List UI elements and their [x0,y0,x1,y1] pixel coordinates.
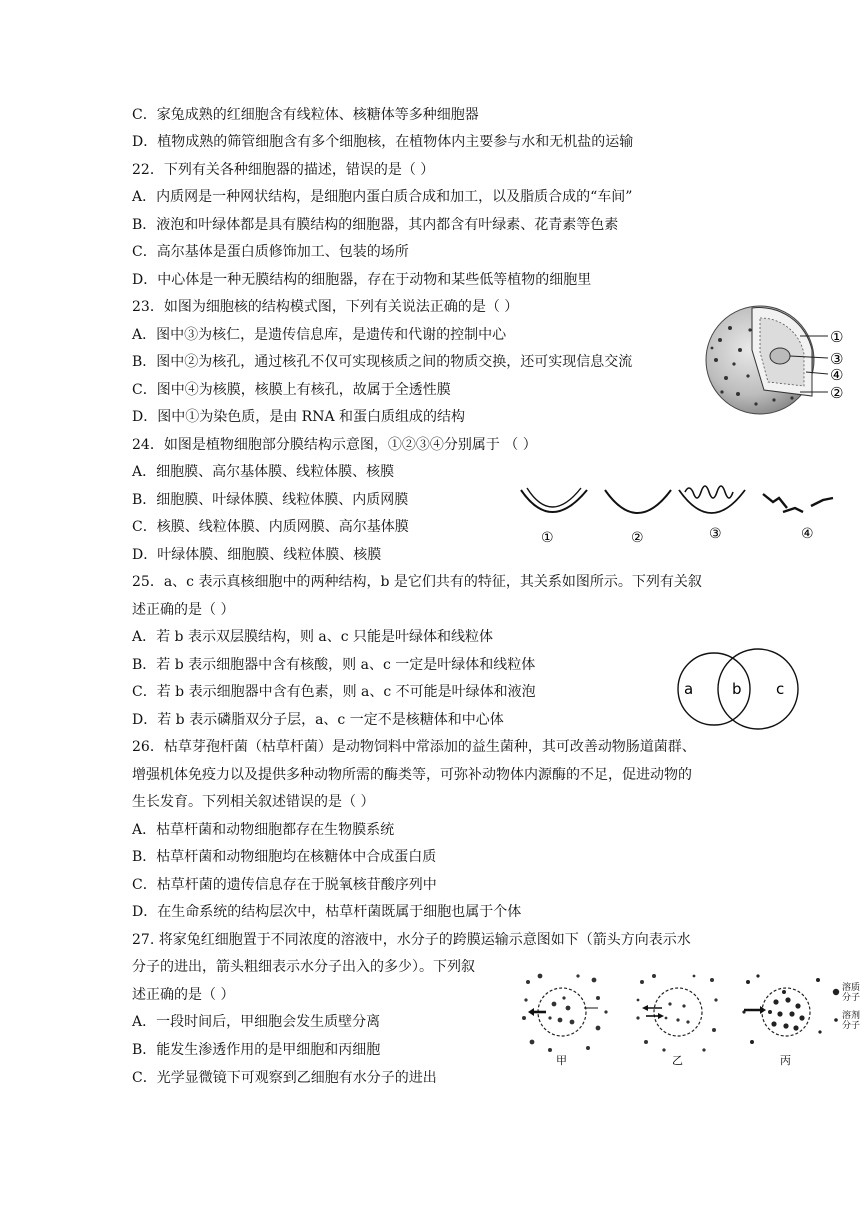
membrane-diagram [515,482,845,548]
fig24-label-4: ④ [801,526,814,542]
text-line: A．枯草杆菌和动物细胞都存在生物膜系统 [132,822,395,838]
text-line: C．核膜、线粒体膜、内质网膜、高尔基体膜 [132,519,409,535]
text-line: B．枯草杆菌和动物细胞均在核糖体中合成蛋白质 [132,849,437,865]
text-line: D．植物成熟的筛管细胞含有多个细胞核，在植物体内主要参与水和无机盐的运输 [132,134,634,150]
venn-diagram [672,648,822,732]
fig24-label-2: ② [631,530,644,546]
legend-solvent-2: 分子 [842,1021,860,1031]
text-line: 述正确的是（ ） [132,602,235,618]
cell-label-jia: 甲 [556,1054,567,1067]
text-line: B．若 b 表示细胞器中含有核酸，则 a、c 一定是叶绿体和线粒体 [132,657,536,673]
cell-label-yi: 乙 [672,1054,683,1067]
text-line: D．若 b 表示磷脂双分子层，a、c 一定不是核糖体和中心体 [132,712,504,728]
fig24-label-1: ① [541,530,554,546]
text-line: 述正确的是（ ） [132,987,235,1003]
fig24-label-3: ③ [709,526,722,542]
nucleus-diagram [700,300,860,420]
text-line: A．一段时间后，甲细胞会发生质壁分离 [132,1014,381,1030]
text-line: C．图中④为核膜，核膜上有核孔，故属于全透性膜 [132,382,451,398]
text-line: A．图中③为核仁，是遗传信息库，是遗传和代谢的控制中心 [132,327,507,343]
venn-circle-right [718,649,798,729]
venn-label-a: a [684,680,694,698]
text-line: 22．下列有关各种细胞器的描述，错误的是（ ） [132,162,435,178]
text-line: B．液泡和叶绿体都是具有膜结构的细胞器，其内都含有叶绿素、花青素等色素 [132,217,619,233]
text-line: 生长发育。下列相关叙述错误的是（ ） [132,794,375,810]
legend-solute-2: 分子 [842,993,860,1003]
text-line: 24．如图是植物细胞部分膜结构示意图，①②③④分别属于 （ ） [132,437,537,453]
nucleolus [770,348,790,364]
text-line: B．图中②为核孔，通过核孔不仅可实现核质之间的物质交换，还可实现信息交流 [132,354,633,370]
text-line: 27. 将家兔红细胞置于不同浓度的溶液中，水分子的跨膜运输示意图如下（箭头方向表示水 [132,932,691,948]
text-line: A．若 b 表示双层膜结构，则 a、c 只能是叶绿体和线粒体 [132,629,494,645]
text-line: D．中心体是一种无膜结构的细胞器，存在于动物和某些低等植物的细胞里 [132,272,592,288]
fig23-label-1: ① [830,328,844,346]
text-line: 25．a、c 表示真核细胞中的两种结构，b 是它们共有的特征，其关系如图所示。下列有关叙 [132,574,702,590]
osmosis-diagram [518,968,860,1068]
legend-solute-1: 溶质 [842,983,860,993]
text-line: C．高尔基体是蛋白质修饰加工、包装的场所 [132,244,409,260]
legend-solvent-1: 溶剂 [842,1011,860,1021]
text-line: 26．枯草芽孢杆菌（枯草杆菌）是动物饲料中常添加的益生菌种，其可改善动物肠道菌群、 [132,739,696,755]
text-line: D．叶绿体膜、细胞膜、线粒体膜、核膜 [132,547,382,563]
fig23-label-4: ④ [830,366,844,384]
fig23-label-3: ③ [830,350,844,368]
text-line: A．细胞膜、高尔基体膜、线粒体膜、核膜 [132,464,395,480]
text-line: 分子的进出，箭头粗细表示水分子出入的多少）。下列叙 [132,959,475,975]
venn-label-b: b [732,680,742,698]
text-line: B．能发生渗透作用的是甲细胞和丙细胞 [132,1042,381,1058]
text-line: C．枯草杆菌的遗传信息存在于脱氧核苷酸序列中 [132,877,437,893]
fig23-label-2: ② [830,384,844,402]
text-line: 增强机体免疫力以及提供多种动物所需的酶类等，可弥补动物体内源酶的不足，促进动物的 [132,767,692,783]
text-line: B．细胞膜、叶绿体膜、线粒体膜、内质网膜 [132,492,409,508]
cell-label-bing: 丙 [780,1054,791,1067]
text-line: C．若 b 表示细胞器中含有色素，则 a、c 不可能是叶绿体和液泡 [132,684,536,700]
text-line: D．图中①为染色质，是由 RNA 和蛋白质组成的结构 [132,409,466,425]
text-line: 23．如图为细胞核的结构模式图，下列有关说法正确的是（ ） [132,299,519,315]
text-line: C．家兔成熟的红细胞含有线粒体、核糖体等多种细胞器 [132,107,479,123]
text-line: D．在生命系统的结构层次中，枯草杆菌既属于细胞也属于个体 [132,904,522,920]
venn-label-c: c [776,680,785,698]
text-line: C．光学显微镜下可观察到乙细胞有水分子的进出 [132,1070,437,1086]
text-line: A．内质网是一种网状结构，是细胞内蛋白质合成和加工，以及脂质合成的“车间” [132,189,633,205]
